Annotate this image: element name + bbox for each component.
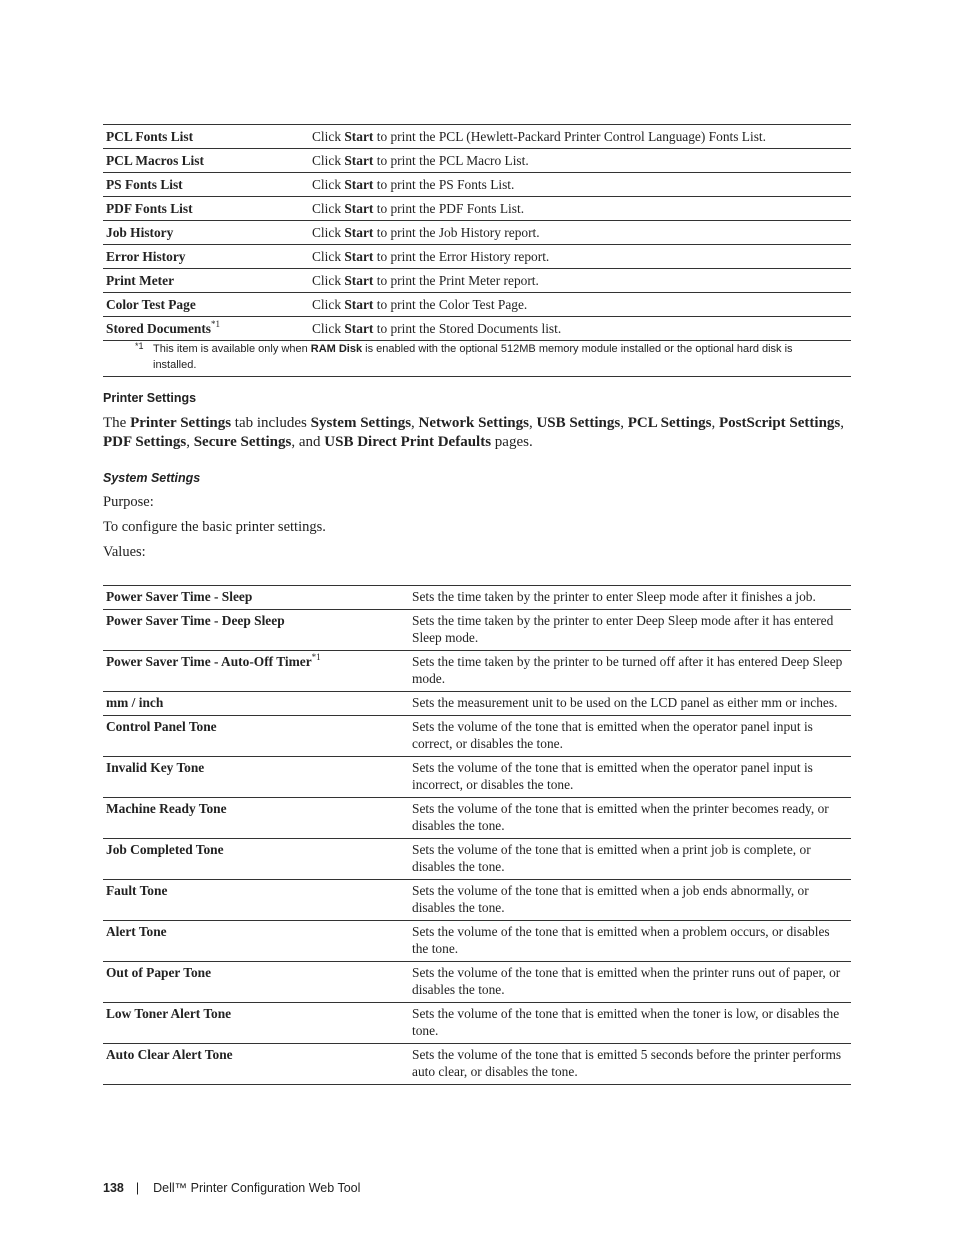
report-description: Click Start to print the Error History report. — [306, 245, 851, 269]
table-row — [103, 245, 851, 269]
subsection-heading-system-settings: System Settings — [103, 471, 201, 485]
report-name: Color Test Page — [103, 293, 306, 317]
setting-name: Power Saver Time - Deep Sleep — [103, 610, 406, 651]
footnote-mark: *1 — [135, 341, 144, 351]
report-name: Stored Documents$^{*1}$ — [103, 317, 306, 341]
setting-description: Sets the measurement unit to be used on the LCD panel as either mm or inches. — [406, 692, 851, 716]
report-description: Click Start to print the Color Test Page. — [306, 293, 851, 317]
setting-description: Sets the volume of the tone that is emitted 5 seconds before the printer performs auto clear, or disables the tone. — [406, 1044, 851, 1085]
report-description: Click Start to print the PDF Fonts List. — [306, 197, 851, 221]
report-description: Click Start to print the Job History report. — [306, 221, 851, 245]
setting-name: Power Saver Time - Auto-Off Timer$^{*1}$ — [103, 651, 406, 692]
report-name: Job History — [103, 221, 306, 245]
setting-description: Sets the volume of the tone that is emitted when the printer runs out of paper, or disables the tone. — [406, 962, 851, 1003]
setting-name: Job Completed Tone — [103, 839, 406, 880]
setting-description: Sets the volume of the tone that is emitted when the toner is low, or disables the tone. — [406, 1003, 851, 1044]
setting-description: Sets the time taken by the printer to enter Deep Sleep mode after it has entered Sleep mode. — [406, 610, 851, 651]
setting-description: Sets the time taken by the printer to enter Sleep mode after it finishes a job. — [406, 586, 851, 610]
section-heading-printer-settings: Printer Settings — [103, 391, 197, 405]
setting-description: Sets the volume of the tone that is emitted when a print job is complete, or disables the tone. — [406, 839, 851, 880]
table-row — [103, 173, 851, 197]
setting-description: Sets the volume of the tone that is emitted when a problem occurs, or disables the tone. — [406, 921, 851, 962]
page-footer — [103, 1181, 360, 1195]
table-row — [103, 692, 851, 716]
report-description: Click Start to print the PS Fonts List. — [306, 173, 851, 197]
page-number: 138 — [103, 1181, 124, 1195]
setting-description: Sets the volume of the tone that is emitted when the operator panel input is incorrect, or disables the tone. — [406, 757, 851, 798]
table-row — [103, 149, 851, 173]
setting-name: Power Saver Time - Sleep — [103, 586, 406, 610]
setting-name: Invalid Key Tone — [103, 757, 406, 798]
setting-name: Low Toner Alert Tone — [103, 1003, 406, 1044]
setting-description: Sets the time taken by the printer to be turned off after it has entered Deep Sleep mode. — [406, 651, 851, 692]
table-row — [103, 197, 851, 221]
table-row — [103, 798, 851, 839]
setting-description: Sets the volume of the tone that is emitted when a job ends abnormally, or disables the tone. — [406, 880, 851, 921]
reports-table — [103, 124, 851, 341]
table-row — [103, 962, 851, 1003]
report-name: PS Fonts List — [103, 173, 306, 197]
purpose-label: Purpose: — [103, 494, 154, 510]
setting-name: Fault Tone — [103, 880, 406, 921]
setting-name: Alert Tone — [103, 921, 406, 962]
footer-title: Dell™ Printer Configuration Web Tool — [153, 1181, 361, 1195]
table-row — [103, 1003, 851, 1044]
printer-settings-paragraph: The Printer Settings tab includes System Settings, Network Settings, USB Settings, PCL Settings, PostScript Settings, PDF Settings, Secure Settings, and USB Direct Print Defaults pages. — [103, 415, 844, 450]
table-row — [103, 757, 851, 798]
table-row — [103, 293, 851, 317]
report-name: Error History — [103, 245, 306, 269]
values-label: Values: — [103, 544, 146, 560]
setting-name: Machine Ready Tone — [103, 798, 406, 839]
table-row — [103, 269, 851, 293]
footer-separator: | — [135, 1181, 140, 1195]
table-row — [103, 880, 851, 921]
report-description: Click Start to print the PCL (Hewlett-Packard Printer Control Language) Fonts List. — [306, 125, 851, 149]
setting-description: Sets the volume of the tone that is emitted when the printer becomes ready, or disables the tone. — [406, 798, 851, 839]
table-row — [103, 839, 851, 880]
table-row — [103, 1044, 851, 1085]
table-row — [103, 651, 851, 692]
report-name: PCL Fonts List — [103, 125, 306, 149]
report-name: PCL Macros List — [103, 149, 306, 173]
report-description: Click Start to print the Stored Documents list. — [306, 317, 851, 341]
purpose-text: To configure the basic printer settings. — [103, 519, 326, 535]
setting-name: Out of Paper Tone — [103, 962, 406, 1003]
setting-name: Auto Clear Alert Tone — [103, 1044, 406, 1085]
values-table — [103, 585, 851, 1085]
table-row — [103, 610, 851, 651]
setting-name: mm / inch — [103, 692, 406, 716]
report-description: Click Start to print the PCL Macro List. — [306, 149, 851, 173]
setting-description: Sets the volume of the tone that is emitted when the operator panel input is correct, or disables the tone. — [406, 716, 851, 757]
footnote-ref: *1 — [311, 652, 321, 662]
setting-name: Control Panel Tone — [103, 716, 406, 757]
footnote-ref: *1 — [211, 319, 221, 329]
table-row — [103, 716, 851, 757]
report-name: Print Meter — [103, 269, 306, 293]
table-row — [103, 125, 851, 149]
footnote-text: This item is available only when RAM Disk is enabled with the optional 512MB memory module installed or the optional hard disk is installed. — [153, 343, 793, 371]
footnote — [103, 336, 851, 377]
table-row — [103, 921, 851, 962]
report-description: Click Start to print the Print Meter report. — [306, 269, 851, 293]
table-row — [103, 221, 851, 245]
table-row — [103, 586, 851, 610]
report-name: PDF Fonts List — [103, 197, 306, 221]
